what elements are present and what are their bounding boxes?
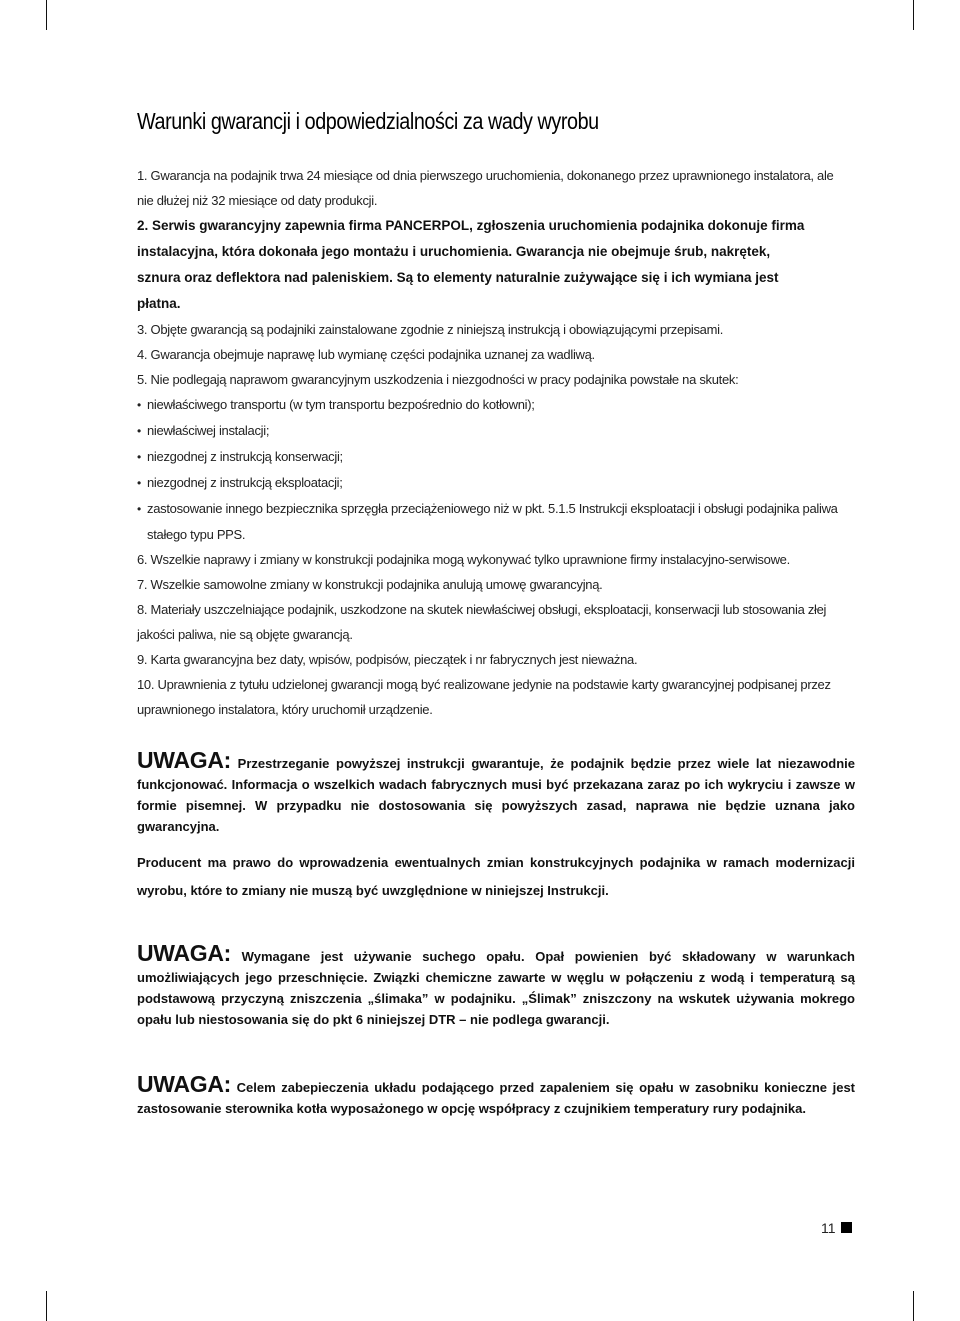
- item-1-line-2: nie dłużej niż 32 miesiące od daty produkcji.: [137, 193, 378, 208]
- note-controller: [137, 1071, 855, 1119]
- crop-mark-top-left: [46, 0, 47, 30]
- page-number: 11: [821, 1220, 836, 1236]
- item-5: 5. Nie podlegają naprawom gwarancyjnym uszkodzenia i niezgodności w pracy podajnika powstałe na skutek:: [137, 372, 739, 387]
- bullet-text: niezgodnej z instrukcją konserwacji;: [147, 449, 343, 464]
- bullet-maintenance: [137, 444, 855, 470]
- item-10-line-2: uprawnionego instalatora, który uruchomił urządzenie.: [137, 702, 433, 717]
- bullet-text: niewłaściwej instalacji;: [147, 423, 270, 438]
- crop-mark-bottom-left: [46, 1291, 47, 1321]
- bullet-text: niewłaściwego transportu (w tym transportu bezpośrednio do kotłowni);: [147, 397, 535, 412]
- item-8-line-1: 8. Materiały uszczelniające podajnik, uszkodzone na skutek niewłaściwej obsługi, eksploatacji, konserwacji lub stosowania złej: [137, 602, 827, 617]
- note-text: Celem zabepieczenia układu podającego przed zapaleniem się opału w zasobniku konieczne jest zastosowanie sterownika kotła wyposażonego w opcję współpracy z czujnikiem temperatury rury podajnika.: [137, 1080, 855, 1116]
- bullet-text: zastosowanie innego bezpiecznika sprzęgła przeciążeniowego niż w pkt. 5.1.5 Instrukcji eksploatacji i obsługi podajnika paliwa: [147, 501, 838, 516]
- crop-mark-bottom-right: [913, 1291, 914, 1321]
- note-fuel: [137, 940, 855, 1030]
- note-text: Przestrzeganie powyższej instrukcji gwarantuje, że podajnik będzie przez wiele lat niezawodnie funkcjonować. Informacja o wszelkich wadach fabrycznych musi być przekazana zaraz po ich wykryciu i zawsze w formie pisemnej. W przypadku nie dostosowania się powyższych zasad, naprawa nie będzie uznana jako gwarancyjna.: [137, 756, 855, 834]
- page-title: Warunki gwarancji i odpowiedzialności za wady wyrobu: [137, 108, 599, 134]
- item-10-line-1: 10. Uprawnienia z tytułu udzielonej gwarancji mogą być realizowane jedynie na podstawie karty gwarancyjnej podpisanej przez: [137, 677, 831, 692]
- producer-notice: Producent ma prawo do wprowadzenia ewentualnych zmian konstrukcyjnych podajnika w ramach modernizacji wyrobu, które to zmiany nie muszą być uwzględnione w niniejszej Instrukcji.: [137, 855, 855, 898]
- item-2-line-3: sznura oraz deflektora nad paleniskiem. Są to elementy naturalnie zużywające się i ich wymiana jest: [137, 270, 779, 285]
- item-2-line-4: płatna.: [137, 296, 181, 311]
- note-label: UWAGA:: [137, 1071, 232, 1097]
- bullet-fuse: [137, 496, 855, 522]
- item-4: 4. Gwarancja obejmuje naprawę lub wymianę części podajnika uznanej za wadliwą.: [137, 347, 595, 362]
- bullet-installation: [137, 418, 855, 444]
- page-marker-square: [841, 1222, 852, 1233]
- bullet-fuse-cont: stałego typu PPS.: [147, 527, 246, 542]
- bullet-operation: [137, 470, 855, 496]
- item-6: 6. Wszelkie naprawy i zmiany w konstrukcji podajnika mogą wykonywać tylko uprawnione firmy instalacyjno-serwisowe.: [137, 552, 790, 567]
- bullet-transport: [137, 392, 855, 418]
- crop-mark-top-right: [913, 0, 914, 30]
- item-9: 9. Karta gwarancyjna bez daty, wpisów, podpisów, pieczątek i nr fabrycznych jest nieważna.: [137, 652, 638, 667]
- note-label: UWAGA:: [137, 940, 232, 966]
- bullet-text: niezgodnej z instrukcją eksploatacji;: [147, 475, 343, 490]
- note-text: Wymagane jest używanie suchego opału. Opał powienien być składowany w warunkach umożliwiających jego przeschnięcie. Związki chemiczne zawarte w węglu w połączeniu z wodą i temperaturą są podstawową przyczyną zniszczenia „ślimaka” w podajniku. „Ślimak” zniszczony na wskutek używania mokrego opału lub niestosowania się do pkt 6 niniejszej DTR – nie podlega gwarancji.: [137, 949, 855, 1027]
- note-warranty: [137, 747, 855, 837]
- item-7: 7. Wszelkie samowolne zmiany w konstrukcji podajnika anulują umowę gwarancyjną.: [137, 577, 603, 592]
- item-2-line-2: instalacyjna, która dokonała jego montażu i uruchomienia. Gwarancja nie obejmuje śrub, nakrętek,: [137, 244, 771, 259]
- item-1-line-1: 1. Gwarancja na podajnik trwa 24 miesiące od dnia pierwszego uruchomienia, dokonanego przez uprawnionego instalatora, ale: [137, 168, 834, 183]
- note-label: UWAGA:: [137, 747, 232, 773]
- item-3: 3. Objęte gwarancją są podajniki zainstalowane zgodnie z niniejszą instrukcją i obowiązującymi przepisami.: [137, 322, 724, 337]
- item-2-line-1: 2. Serwis gwarancyjny zapewnia firma PANCERPOL, zgłoszenia uruchomienia podajnika dokonuje firma: [137, 218, 805, 233]
- item-8-line-2: jakości paliwa, nie są objęte gwarancją.: [137, 627, 353, 642]
- document-body: [137, 105, 855, 1119]
